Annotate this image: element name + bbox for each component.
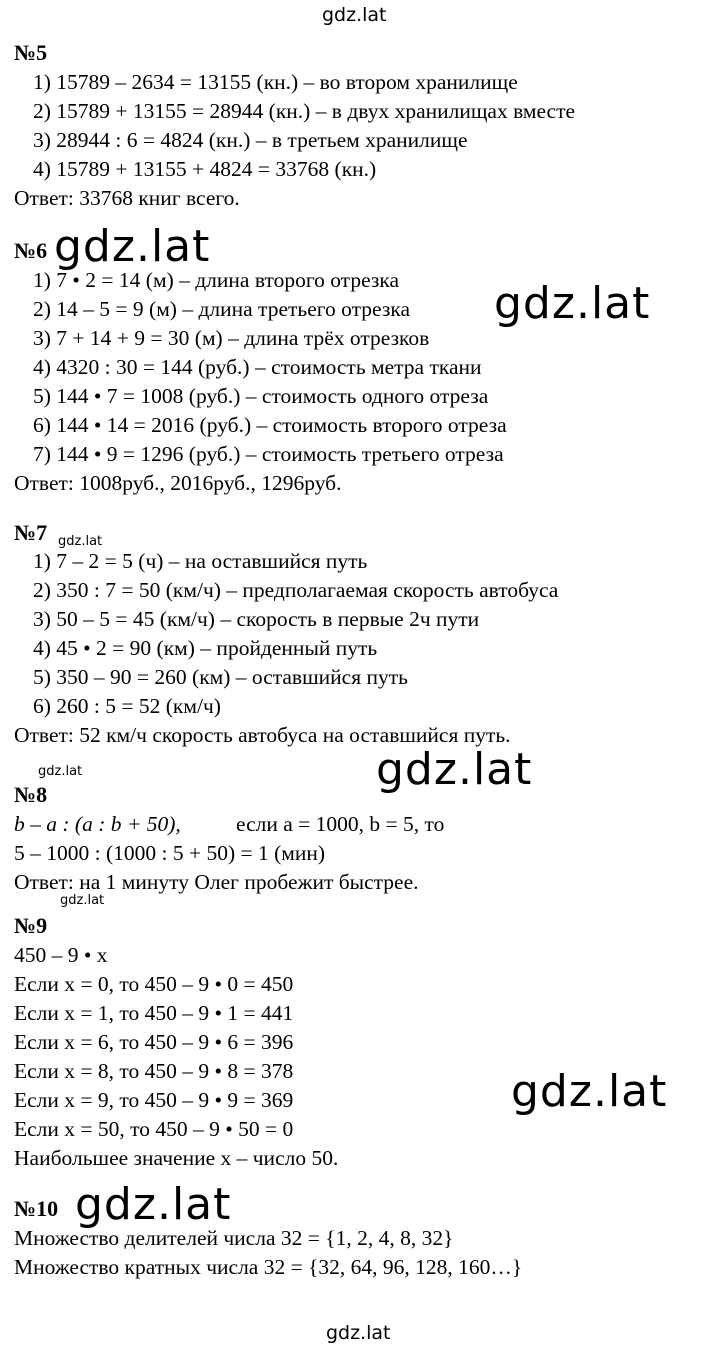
problem-10-divisors: Множество делителей числа 32 = {1, 2, 4, 8, 32} [14, 1226, 454, 1250]
problem-9-case: Если x = 6, то 450 – 9 • 6 = 396 [14, 1030, 294, 1054]
problem-7-answer: Ответ: 52 км/ч скорость автобуса на оставшийся путь. [14, 723, 511, 747]
problem-9-case: Если x = 0, то 450 – 9 • 0 = 450 [14, 972, 294, 996]
problem-9-conclusion: Наибольшее значение x – число 50. [14, 1146, 339, 1170]
problem-7-step: 5) 350 – 90 = 260 (км) – оставшийся путь [33, 665, 408, 689]
problem-7-step: 3) 50 – 5 = 45 (км/ч) – скорость в первые 2ч пути [33, 607, 480, 631]
watermark-large: gdz.lat [494, 278, 651, 329]
problem-5-step: 3) 28944 : 6 = 4824 (кн.) – в третьем хранилище [33, 128, 468, 152]
problem-9-case: Если x = 1, то 450 – 9 • 1 = 441 [14, 1001, 294, 1025]
problem-10-multiples: Множество кратных числа 32 = {32, 64, 96, 128, 160…} [14, 1255, 523, 1279]
watermark-large: gdz.lat [376, 744, 533, 795]
problem-9-case: Если x = 8, то 450 – 9 • 8 = 378 [14, 1059, 294, 1083]
problem-8-calculation: 5 – 1000 : (1000 : 5 + 50) = 1 (мин) [14, 841, 326, 865]
watermark-small: gdz.lat [58, 534, 103, 549]
problem-6-step: 3) 7 + 14 + 9 = 30 (м) – длина трёх отрезков [33, 326, 430, 350]
problem-8-expression: b – a : (a : b + 50), [14, 812, 181, 836]
watermark-bottom: gdz.lat [326, 1322, 391, 1344]
problem-9-expression: 450 – 9 • x [14, 943, 108, 967]
problem-5-title: №5 [14, 40, 48, 65]
problem-9-case: Если x = 50, то 450 – 9 • 50 = 0 [14, 1117, 294, 1141]
problem-9-title: №9 [14, 913, 48, 938]
problem-6-answer: Ответ: 1008руб., 2016руб., 1296руб. [14, 471, 342, 495]
problem-6-step: 2) 14 – 5 = 9 (м) – длина третьего отрезка [33, 297, 410, 321]
problem-7-step: 2) 350 : 7 = 50 (км/ч) – предполагаемая скорость автобуса [33, 578, 559, 602]
problem-7-title: №7 [14, 520, 48, 545]
problem-5-step: 2) 15789 + 13155 = 28944 (кн.) – в двух хранилищах вместе [33, 99, 576, 123]
problem-7-step: 4) 45 • 2 = 90 (км) – пройденный путь [33, 636, 378, 660]
problem-5-step: 4) 15789 + 13155 + 4824 = 33768 (кн.) [33, 157, 377, 181]
problem-7-step: 1) 7 – 2 = 5 (ч) – на оставшийся путь [33, 549, 368, 573]
problem-6-step: 1) 7 • 2 = 14 (м) – длина второго отрезка [33, 268, 400, 292]
watermark-large: gdz.lat [511, 1066, 668, 1117]
problem-9-case: Если x = 9, то 450 – 9 • 9 = 369 [14, 1088, 294, 1112]
watermark-large: gdz.lat [75, 1179, 232, 1230]
problem-5-answer: Ответ: 33768 книг всего. [14, 186, 240, 210]
watermark-top: gdz.lat [322, 4, 387, 26]
watermark-small: gdz.lat [60, 893, 105, 908]
watermark-small: gdz.lat [38, 764, 83, 779]
watermark-large: gdz.lat [54, 221, 211, 272]
problem-6-step: 4) 4320 : 30 = 144 (руб.) – стоимость метра ткани [33, 355, 482, 379]
problem-6-step: 6) 144 • 14 = 2016 (руб.) – стоимость второго отреза [33, 413, 507, 437]
problem-6-title: №6 [14, 238, 48, 263]
problem-5-step: 1) 15789 – 2634 = 13155 (кн.) – во втором хранилище [33, 70, 518, 94]
problem-6-step: 5) 144 • 7 = 1008 (руб.) – стоимость одного отреза [33, 384, 489, 408]
problem-10-title: №10 [14, 1196, 59, 1221]
problem-7-step: 6) 260 : 5 = 52 (км/ч) [33, 694, 221, 718]
problem-8-answer: Ответ: на 1 минуту Олег пробежит быстрее. [14, 870, 419, 894]
problem-8-condition: если a = 1000, b = 5, то [236, 812, 445, 836]
problem-6-step: 7) 144 • 9 = 1296 (руб.) – стоимость третьего отреза [33, 442, 504, 466]
problem-8-title: №8 [14, 782, 48, 807]
